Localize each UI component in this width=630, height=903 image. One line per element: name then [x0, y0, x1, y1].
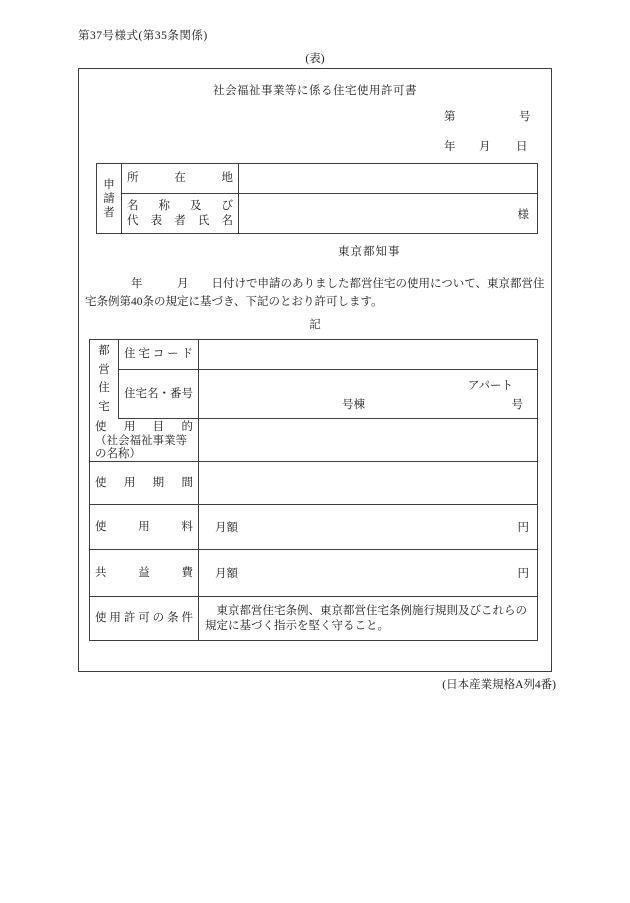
housing-group-label: 都 営 住 宅 — [90, 340, 119, 419]
record-marker: 記 — [309, 319, 321, 331]
permit-title: 社会福祉事業等に係る住宅使用許可書 — [213, 85, 417, 97]
permit-frame — [78, 68, 552, 672]
purpose-label: 使用目的 （社会福祉事業等 の名称） — [90, 419, 199, 462]
permit-body-line1: 年 月 日付けで申請のありました都営住宅の使用について、東京都営住 — [85, 278, 545, 290]
honorific-label: 様 — [517, 208, 529, 221]
applicant-name-label: 名称及び 代表者氏名 — [122, 194, 239, 233]
conditions-label: 使用許可の条件 — [90, 597, 199, 640]
paper-size-note: (日本産業規格A列4番) — [442, 679, 556, 691]
common-fee-monthly-label: 月額 — [215, 568, 238, 580]
building-suffix-label: 号棟 — [342, 399, 365, 411]
common-fee-value — [199, 550, 537, 597]
housing-name-value — [199, 370, 537, 419]
apartment-suffix-label: アパート — [467, 380, 513, 392]
period-value — [199, 462, 537, 505]
doc-number-suffix: 号 — [519, 111, 531, 123]
conditions-value: 東京都営住宅条例、東京都営住宅条例施行規則及びこれらの規定に基づく指示を堅く守ること。 — [205, 604, 527, 632]
common-fee-label: 共益費 — [90, 550, 199, 597]
fee-label: 使用料 — [90, 505, 199, 550]
applicant-address-label: 所在地 — [122, 164, 239, 194]
applicant-name-value — [239, 194, 537, 233]
fee-yen-label: 円 — [517, 522, 529, 534]
issue-date-line — [79, 138, 551, 152]
housing-code-value — [199, 340, 537, 370]
permit-body-line2: 宅条例第40条の規定に基づき、下記のとおり許可します。 — [85, 296, 383, 308]
unit-suffix-label: 号 — [511, 399, 523, 411]
permit-body-text — [85, 275, 545, 311]
issue-date-day-label: 日 — [516, 141, 528, 153]
common-fee-yen-label: 円 — [517, 568, 529, 580]
fee-value — [199, 505, 537, 550]
fee-monthly-label: 月額 — [215, 522, 238, 534]
side-indicator-label: (表) — [305, 53, 325, 65]
issuer-name: 東京都知事 — [338, 246, 401, 258]
issue-date-month-label: 月 — [479, 141, 491, 153]
permit-details-table — [89, 339, 538, 641]
issue-date-year-label: 年 — [444, 141, 456, 153]
form-number-label: 第37号様式(第35条関係) — [78, 30, 208, 42]
purpose-value — [199, 419, 537, 462]
doc-number-prefix: 第 — [444, 111, 456, 123]
applicant-address-value — [239, 164, 537, 194]
housing-name-label: 住宅名・番号 — [119, 370, 199, 419]
doc-number-line — [79, 108, 551, 122]
applicant-table — [96, 163, 538, 234]
applicant-group-label: 申 請 者 — [97, 164, 122, 233]
period-label: 使用期間 — [90, 462, 199, 505]
housing-code-label: 住宅コード — [119, 340, 199, 370]
